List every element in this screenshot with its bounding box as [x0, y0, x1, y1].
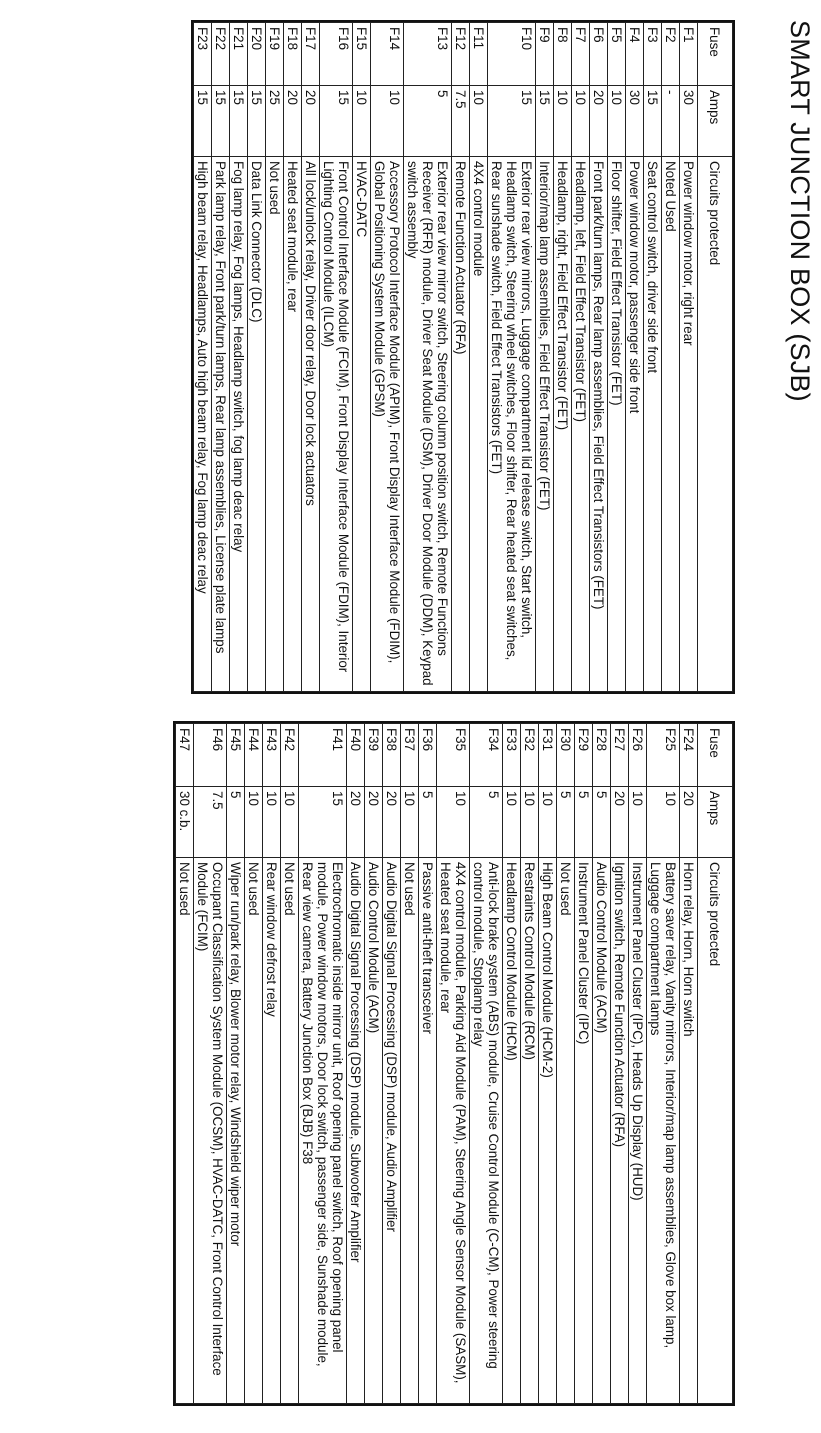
table-row [626, 23, 644, 692]
fuse-cell: F28 [593, 724, 611, 787]
fuse-cell: F31 [539, 724, 557, 787]
fuse-cell: F47 [176, 724, 194, 787]
fuse-cell: F38 [383, 724, 401, 787]
fuse-cell: F6 [590, 23, 608, 86]
table-row [230, 23, 248, 692]
circuits-cell: Occupant Classification System Module (OCSM), HVAC-DATC, Front Control Interface Module (FCIM) [194, 858, 227, 1404]
amps-cell: 10 [437, 787, 470, 858]
circuits-cell: Passive anti-theft transceiver [419, 858, 437, 1404]
amps-cell: - [662, 86, 680, 157]
amps-cell: 15 [320, 86, 353, 157]
fuse-cell: F19 [266, 23, 284, 86]
amps-cell: 5 [470, 787, 503, 858]
amps-cell: 25 [266, 86, 284, 157]
amps-cell: 5 [557, 787, 575, 858]
fuse-cell: F40 [347, 724, 365, 787]
fuse-cell: F26 [629, 724, 647, 787]
amps-cell: 7.5 [452, 86, 470, 157]
fuse-cell: F44 [245, 724, 263, 787]
circuits-cell: Electrochromatic inside mirror unit, Roof opening panel switch, Roof opening panel module, Power window motors, Door lock switch, passenger side, Sunshade module, Rear view camera, Battery Junction Box (BJB) F38 [299, 858, 347, 1404]
fuse-cell: F45 [227, 724, 245, 787]
amps-cell: 5 [575, 787, 593, 858]
table-row [284, 23, 302, 692]
circuits-cell: Power window motor, right rear [680, 157, 698, 692]
amps-cell: 10 [521, 787, 539, 858]
amps-cell: 15 [212, 86, 230, 157]
circuits-cell: Not used [176, 858, 194, 1404]
table-header-row [698, 724, 733, 1404]
table-row [470, 724, 503, 1404]
circuits-cell: Headlamp, left, Field Effect Transistor (FET) [572, 157, 590, 692]
circuits-cell: Restraints Control Module (RCM) [521, 858, 539, 1404]
table-row [365, 724, 383, 1404]
fuse-cell: F12 [452, 23, 470, 86]
amps-cell: 20 [590, 86, 608, 157]
circuits-cell: Instrument Panel Cluster (IPC) [575, 858, 593, 1404]
table-row [488, 23, 536, 692]
circuits-cell: Heated seat module, rear [284, 157, 302, 692]
table-row [302, 23, 320, 692]
circuits-cell: Headlamp, right, Field Effect Transistor (FET) [554, 157, 572, 692]
table-row [353, 23, 371, 692]
table-row [452, 23, 470, 692]
fuse-cell: F18 [284, 23, 302, 86]
fuse-cell: F46 [194, 724, 227, 787]
fuse-cell: F3 [644, 23, 662, 86]
table-row [521, 724, 539, 1404]
table-row [662, 23, 680, 692]
amps-cell: 20 [680, 787, 698, 858]
fuse-cell: F8 [554, 23, 572, 86]
amps-cell: 10 [245, 787, 263, 858]
table-row [557, 724, 575, 1404]
fuse-cell: F20 [248, 23, 266, 86]
circuits-cell: 4X4 control module [470, 157, 488, 692]
table-row [419, 724, 437, 1404]
fuse-cell: F9 [536, 23, 554, 86]
circuits-cell: Floor shifter, Field Effect Transistor (FET) [608, 157, 626, 692]
fuse-cell: F1 [680, 23, 698, 86]
fuse-cell: F7 [572, 23, 590, 86]
header-amps: Amps [698, 86, 733, 157]
circuits-cell: Audio Control Module (ACM) [365, 858, 383, 1404]
circuits-cell: Front park/turn lamps, Rear lamp assemblies, Field Effect Transistors (FET) [590, 157, 608, 692]
header-circuits: Circuits protected [698, 157, 733, 692]
circuits-cell: Rear window defrost relay [263, 858, 281, 1404]
circuits-cell: Audio Digital Signal Processing (DSP) module, Audio Amplifier [383, 858, 401, 1404]
fuse-cell: F17 [302, 23, 320, 86]
table-row [536, 23, 554, 692]
circuits-cell: Accessory Protocol Interface Module (APIM), Front Display Interface Module (FDIM), Global Positioning System Module (GPSM) [371, 157, 404, 692]
fuse-cell: F33 [503, 724, 521, 787]
fuse-cell: F32 [521, 724, 539, 787]
table-row [644, 23, 662, 692]
circuits-cell: Horn relay, Horn, Horn switch [680, 858, 698, 1404]
circuits-cell: Power window motor, passenger side front [626, 157, 644, 692]
circuits-cell: Headlamp Control Module (HCM) [503, 858, 521, 1404]
amps-cell: 10 [503, 787, 521, 858]
table-row [371, 23, 404, 692]
amps-cell: 20 [383, 787, 401, 858]
header-circuits: Circuits protected [698, 858, 733, 1404]
table-row [194, 23, 212, 692]
amps-cell: 20 [347, 787, 365, 858]
fuse-cell: F5 [608, 23, 626, 86]
circuits-cell: Not used [281, 858, 299, 1404]
table-row [281, 724, 299, 1404]
amps-cell: 5 [404, 86, 452, 157]
table-row [575, 724, 593, 1404]
fuse-cell: F22 [212, 23, 230, 86]
circuits-cell: Audio Digital Signal Processing (DSP) module, Subwoofer Amplifier [347, 858, 365, 1404]
fuse-cell: F4 [626, 23, 644, 86]
table-row [680, 23, 698, 692]
amps-cell: 10 [401, 787, 419, 858]
fuse-cell: F11 [470, 23, 488, 86]
page-title: SMART JUNCTION BOX (SJB) [785, 20, 815, 402]
table-row [383, 724, 401, 1404]
table-row [470, 23, 488, 692]
amps-cell: 10 [554, 86, 572, 157]
amps-cell: 20 [611, 787, 629, 858]
table-row [266, 23, 284, 692]
circuits-cell: High beam relay, Headlamps, Auto high beam relay, Fog lamp deac relay [194, 157, 212, 692]
circuits-cell: Noted Used [662, 157, 680, 692]
fuse-cell: F2 [662, 23, 680, 86]
fuse-cell: F34 [470, 724, 503, 787]
table-row [554, 23, 572, 692]
amps-cell: 5 [227, 787, 245, 858]
amps-cell: 20 [365, 787, 383, 858]
circuits-cell: Audio Control Module (ACM) [593, 858, 611, 1404]
table-row [227, 724, 245, 1404]
circuits-cell: Wiper run/park relay, Blower motor relay, Windshield wiper motor [227, 858, 245, 1404]
circuits-cell: Seat control switch, driver side front [644, 157, 662, 692]
fuse-table-left [191, 20, 735, 694]
amps-cell: 15 [536, 86, 554, 157]
fuse-cell: F29 [575, 724, 593, 787]
circuits-cell: Not used [245, 858, 263, 1404]
amps-cell: 5 [419, 787, 437, 858]
amps-cell: 10 [263, 787, 281, 858]
table-row [539, 724, 557, 1404]
fuse-table-right [173, 721, 735, 1406]
table-row [437, 724, 470, 1404]
table-row [572, 23, 590, 692]
header-fuse: Fuse [698, 23, 733, 86]
fuse-cell: F39 [365, 724, 383, 787]
amps-cell: 30 c.b. [176, 787, 194, 858]
fuse-cell: F24 [680, 724, 698, 787]
fuse-cell: F37 [401, 724, 419, 787]
circuits-cell: Remote Function Actuator (RFA) [452, 157, 470, 692]
fuse-cell: F14 [371, 23, 404, 86]
circuits-cell: Interior/map lamp assemblies, Field Effect Transistor (FET) [536, 157, 554, 692]
table-row [503, 724, 521, 1404]
fuse-cell: F36 [419, 724, 437, 787]
fuse-cell: F42 [281, 724, 299, 787]
table-row [194, 724, 227, 1404]
circuits-cell: Park lamp relay, Front park/turn lamps, Rear lamp assemblies, License plate lamps [212, 157, 230, 692]
circuits-cell: Not used [266, 157, 284, 692]
amps-cell: 15 [644, 86, 662, 157]
circuits-cell: Battery saver relay, Vanity mirrors, Interior/map lamp assemblies, Glove box lamp, Luggage compartment lamps [647, 858, 680, 1404]
amps-cell: 15 [248, 86, 266, 157]
circuits-cell: Exterior rear view mirrors, Luggage compartment lid release switch, Start switch, Headlamp switch, Steering wheel switches, Floor shifter, Rear heated seat switches, Rear sunshade switch, Field Effect Transistors (FET) [488, 157, 536, 692]
fuse-cell: F30 [557, 724, 575, 787]
table-row [629, 724, 647, 1404]
fuse-cell: F10 [488, 23, 536, 86]
amps-cell: 10 [572, 86, 590, 157]
amps-cell: 7.5 [194, 787, 227, 858]
circuits-cell: Fog lamp relay, Fog lamps, Headlamp switch, fog lamp deac relay [230, 157, 248, 692]
amps-cell: 10 [608, 86, 626, 157]
table-row [401, 724, 419, 1404]
amps-cell: 30 [626, 86, 644, 157]
amps-cell: 15 [230, 86, 248, 157]
table-row [245, 724, 263, 1404]
amps-cell: 10 [629, 787, 647, 858]
table-row [593, 724, 611, 1404]
amps-cell: 10 [353, 86, 371, 157]
circuits-cell: 4X4 control module, Parking Aid Module (PAM), Steering Angle Sensor Module (SASM), Heated seat module, rear [437, 858, 470, 1404]
fuse-cell: F43 [263, 724, 281, 787]
table-row [212, 23, 230, 692]
circuits-cell: HVAC-DATC [353, 157, 371, 692]
circuits-cell: High Beam Control Module (HCM-2) [539, 858, 557, 1404]
fuse-cell: F25 [647, 724, 680, 787]
header-amps: Amps [698, 787, 733, 858]
circuits-cell: Instrument Panel Cluster (IPC), Heads Up Display (HUD) [629, 858, 647, 1404]
circuits-cell: Anti-lock brake system (ABS) module, Cruise Control Module (C-CM), Power steering control module, Stoplamp relay [470, 858, 503, 1404]
table-header-row [698, 23, 733, 692]
amps-cell: 15 [194, 86, 212, 157]
table-row [404, 23, 452, 692]
circuits-cell: Front Control Interface Module (FCIM), Front Display Interface Module (FDIM), Interior Lighting Control Module (ILCM) [320, 157, 353, 692]
amps-cell: 10 [647, 787, 680, 858]
amps-cell: 10 [539, 787, 557, 858]
header-fuse: Fuse [698, 724, 733, 787]
circuits-cell: Exterior rear view mirror switch, Steering column position switch, Remote Functions Receiver (RFR) module, Driver Seat Module (DSM), Driver Door Module (DDM), Keypad switch assembly [404, 157, 452, 692]
fuse-cell: F15 [353, 23, 371, 86]
fuse-cell: F21 [230, 23, 248, 86]
amps-cell: 20 [302, 86, 320, 157]
amps-cell: 5 [593, 787, 611, 858]
amps-cell: 10 [470, 86, 488, 157]
fuse-cell: F41 [299, 724, 347, 787]
amps-cell: 10 [281, 787, 299, 858]
fuse-cell: F13 [404, 23, 452, 86]
circuits-cell: All lock/unlock relay, Driver door relay, Door lock actuators [302, 157, 320, 692]
amps-cell: 15 [488, 86, 536, 157]
table-row [320, 23, 353, 692]
table-row [590, 23, 608, 692]
table-row [647, 724, 680, 1404]
table-row [608, 23, 626, 692]
table-row [347, 724, 365, 1404]
fuse-cell: F27 [611, 724, 629, 787]
table-row [248, 23, 266, 692]
table-row [299, 724, 347, 1404]
table-row [176, 724, 194, 1404]
fuse-cell: F16 [320, 23, 353, 86]
amps-cell: 20 [284, 86, 302, 157]
table-row [263, 724, 281, 1404]
circuits-cell: Data Link Connector (DLC) [248, 157, 266, 692]
circuits-cell: Ignition switch, Remote Function Actuator (RFA) [611, 858, 629, 1404]
circuits-cell: Not used [557, 858, 575, 1404]
fuse-cell: F35 [437, 724, 470, 787]
amps-cell: 10 [371, 86, 404, 157]
table-row [611, 724, 629, 1404]
table-row [680, 724, 698, 1404]
amps-cell: 15 [299, 787, 347, 858]
amps-cell: 30 [680, 86, 698, 157]
circuits-cell: Not used [401, 858, 419, 1404]
fuse-cell: F23 [194, 23, 212, 86]
